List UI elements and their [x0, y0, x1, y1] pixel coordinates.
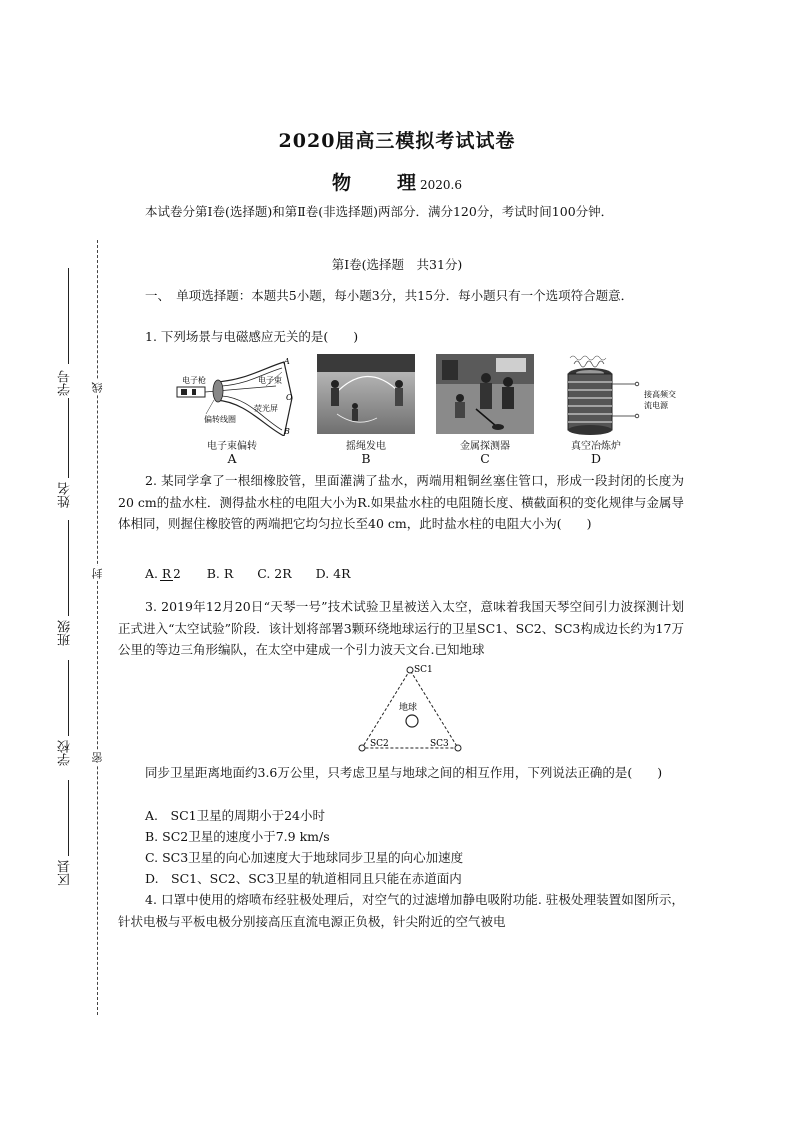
exam-title: 2020届高三模拟考试试卷	[278, 130, 516, 152]
intro-text: 本试卷分第Ⅰ卷(选择题)和第Ⅱ卷(非选择题)两部分．满分120分，考试时间100分钟．	[145, 204, 614, 219]
fig-a-label-coil: 偏转线圈	[204, 415, 236, 424]
fig-a-point-o: O	[286, 393, 293, 402]
fig-a-point-a: A	[284, 357, 290, 366]
q3-figure	[350, 660, 470, 754]
fig-d-note-1: 接高频交	[644, 390, 676, 399]
exam-date: 2020.6	[420, 178, 463, 192]
q3-stem: 3. 2019年12月20日“天琴一号”技术试验卫星被送入太空，意味着我国天琴空间引力波探测计划正式进入“太空试验”阶段．该计划将部署3颗环绕地球运行的卫星SC1、SC2、SC3构成边长约为17万公里的等边三角形编队，在太空中建成一个引力波天文台.已知地球	[118, 599, 684, 657]
q1-caption-a: 电子束偏转	[207, 441, 257, 452]
fig-d-note-2: 流电源	[644, 401, 668, 410]
q2-option-b: B. R	[206, 566, 234, 581]
binding-line	[97, 240, 98, 1015]
label-class: 班级	[58, 620, 73, 646]
fig-a-label-beam: 电子束	[258, 376, 282, 385]
q3-label-sc1: SC1	[414, 665, 433, 675]
q3-label-sc3: SC3	[430, 739, 449, 749]
q1-figure-d	[556, 354, 686, 438]
subject-char-2: 理	[397, 172, 417, 194]
blank-student-id	[68, 268, 69, 364]
blank-class	[68, 520, 69, 616]
q1-caption-b: 摇绳发电	[346, 441, 386, 452]
q2-option-a: A. R 2	[145, 566, 181, 581]
blank-school	[68, 660, 69, 736]
q3-label-sc2: SC2	[370, 739, 389, 749]
q3-option-a: A. SC1卫星的周期小于24小时	[145, 808, 325, 823]
fig-a-label-screen: 荧光屏	[254, 404, 278, 413]
label-district: 区县	[58, 860, 73, 886]
q1-letter-a: A	[227, 451, 237, 466]
q1-figure-a	[176, 356, 294, 436]
subject-line	[0, 168, 794, 195]
q2-options	[145, 563, 351, 584]
q1-letter-d: D	[590, 451, 602, 466]
fig-a-point-b: B	[284, 427, 290, 436]
q2-stem: 2. 某同学拿了一根细橡胶管，里面灌满了盐水，两端用粗铜丝塞住管口，形成一段封闭的长度为20 cm的盐水柱．测得盐水柱的电阻大小为R.如果盐水柱的电阻随长度、横截面积的变化规律与金属导体相同，则握住橡胶管的两端把它均匀拉长至40 cm，此时盐水柱的电阻大小为( )	[118, 473, 684, 531]
fig-a-label-gun: 电子枪	[182, 376, 206, 385]
part-one-heading: 第Ⅰ卷(选择题 共31分)	[331, 257, 463, 272]
section-one-heading: 一、 单项选择题：本题共5小题，每小题3分，共15分．每小题只有一个选项符合题意．	[145, 288, 634, 303]
label-school: 学校	[58, 740, 73, 766]
q3-label-earth: 地球	[399, 703, 418, 713]
q3-stem-continued: 同步卫星距离地面约3.6万公里，只考虑卫星与地球之间的相互作用，下列说法正确的是( )	[145, 765, 663, 780]
blank-name	[68, 398, 69, 478]
q1-letter-c: C	[480, 451, 490, 466]
q1-stem: 1. 下列场景与电磁感应无关的是( )	[145, 329, 359, 344]
seal-mark-line: 线	[91, 382, 104, 393]
label-name: 姓名	[58, 482, 73, 508]
blank-district	[68, 780, 69, 856]
q1-figure-b	[317, 354, 415, 434]
q1-caption-c: 金属探测器	[460, 441, 510, 452]
q2-option-c: C. 2R	[257, 566, 292, 581]
label-student-id: 学号	[58, 370, 73, 396]
q1-letter-b: B	[361, 451, 371, 466]
seal-mark-secret: 密	[91, 752, 104, 763]
q2-option-d: D. 4R	[315, 566, 351, 581]
q1-caption-d: 真空冶炼炉	[571, 441, 621, 452]
q3-option-d: D. SC1、SC2、SC3卫星的轨道相同且只能在赤道面内	[145, 871, 462, 886]
q1-figure-c	[436, 354, 534, 434]
q3-option-c: C. SC3卫星的向心加速度大于地球同步卫星的向心加速度	[145, 850, 464, 865]
subject-char-1: 物	[331, 172, 351, 194]
q4-stem: 4. 口罩中使用的熔喷布经驻极处理后，对空气的过滤增加静电吸附功能. 驻极处理装置如图所示，针状电极与平板电极分别接高压直流电源正负极，针尖附近的空气被电	[118, 892, 684, 929]
q3-option-b: B. SC2卫星的速度小于7.9 km/s	[145, 829, 330, 844]
seal-mark-seal: 封	[91, 568, 104, 579]
